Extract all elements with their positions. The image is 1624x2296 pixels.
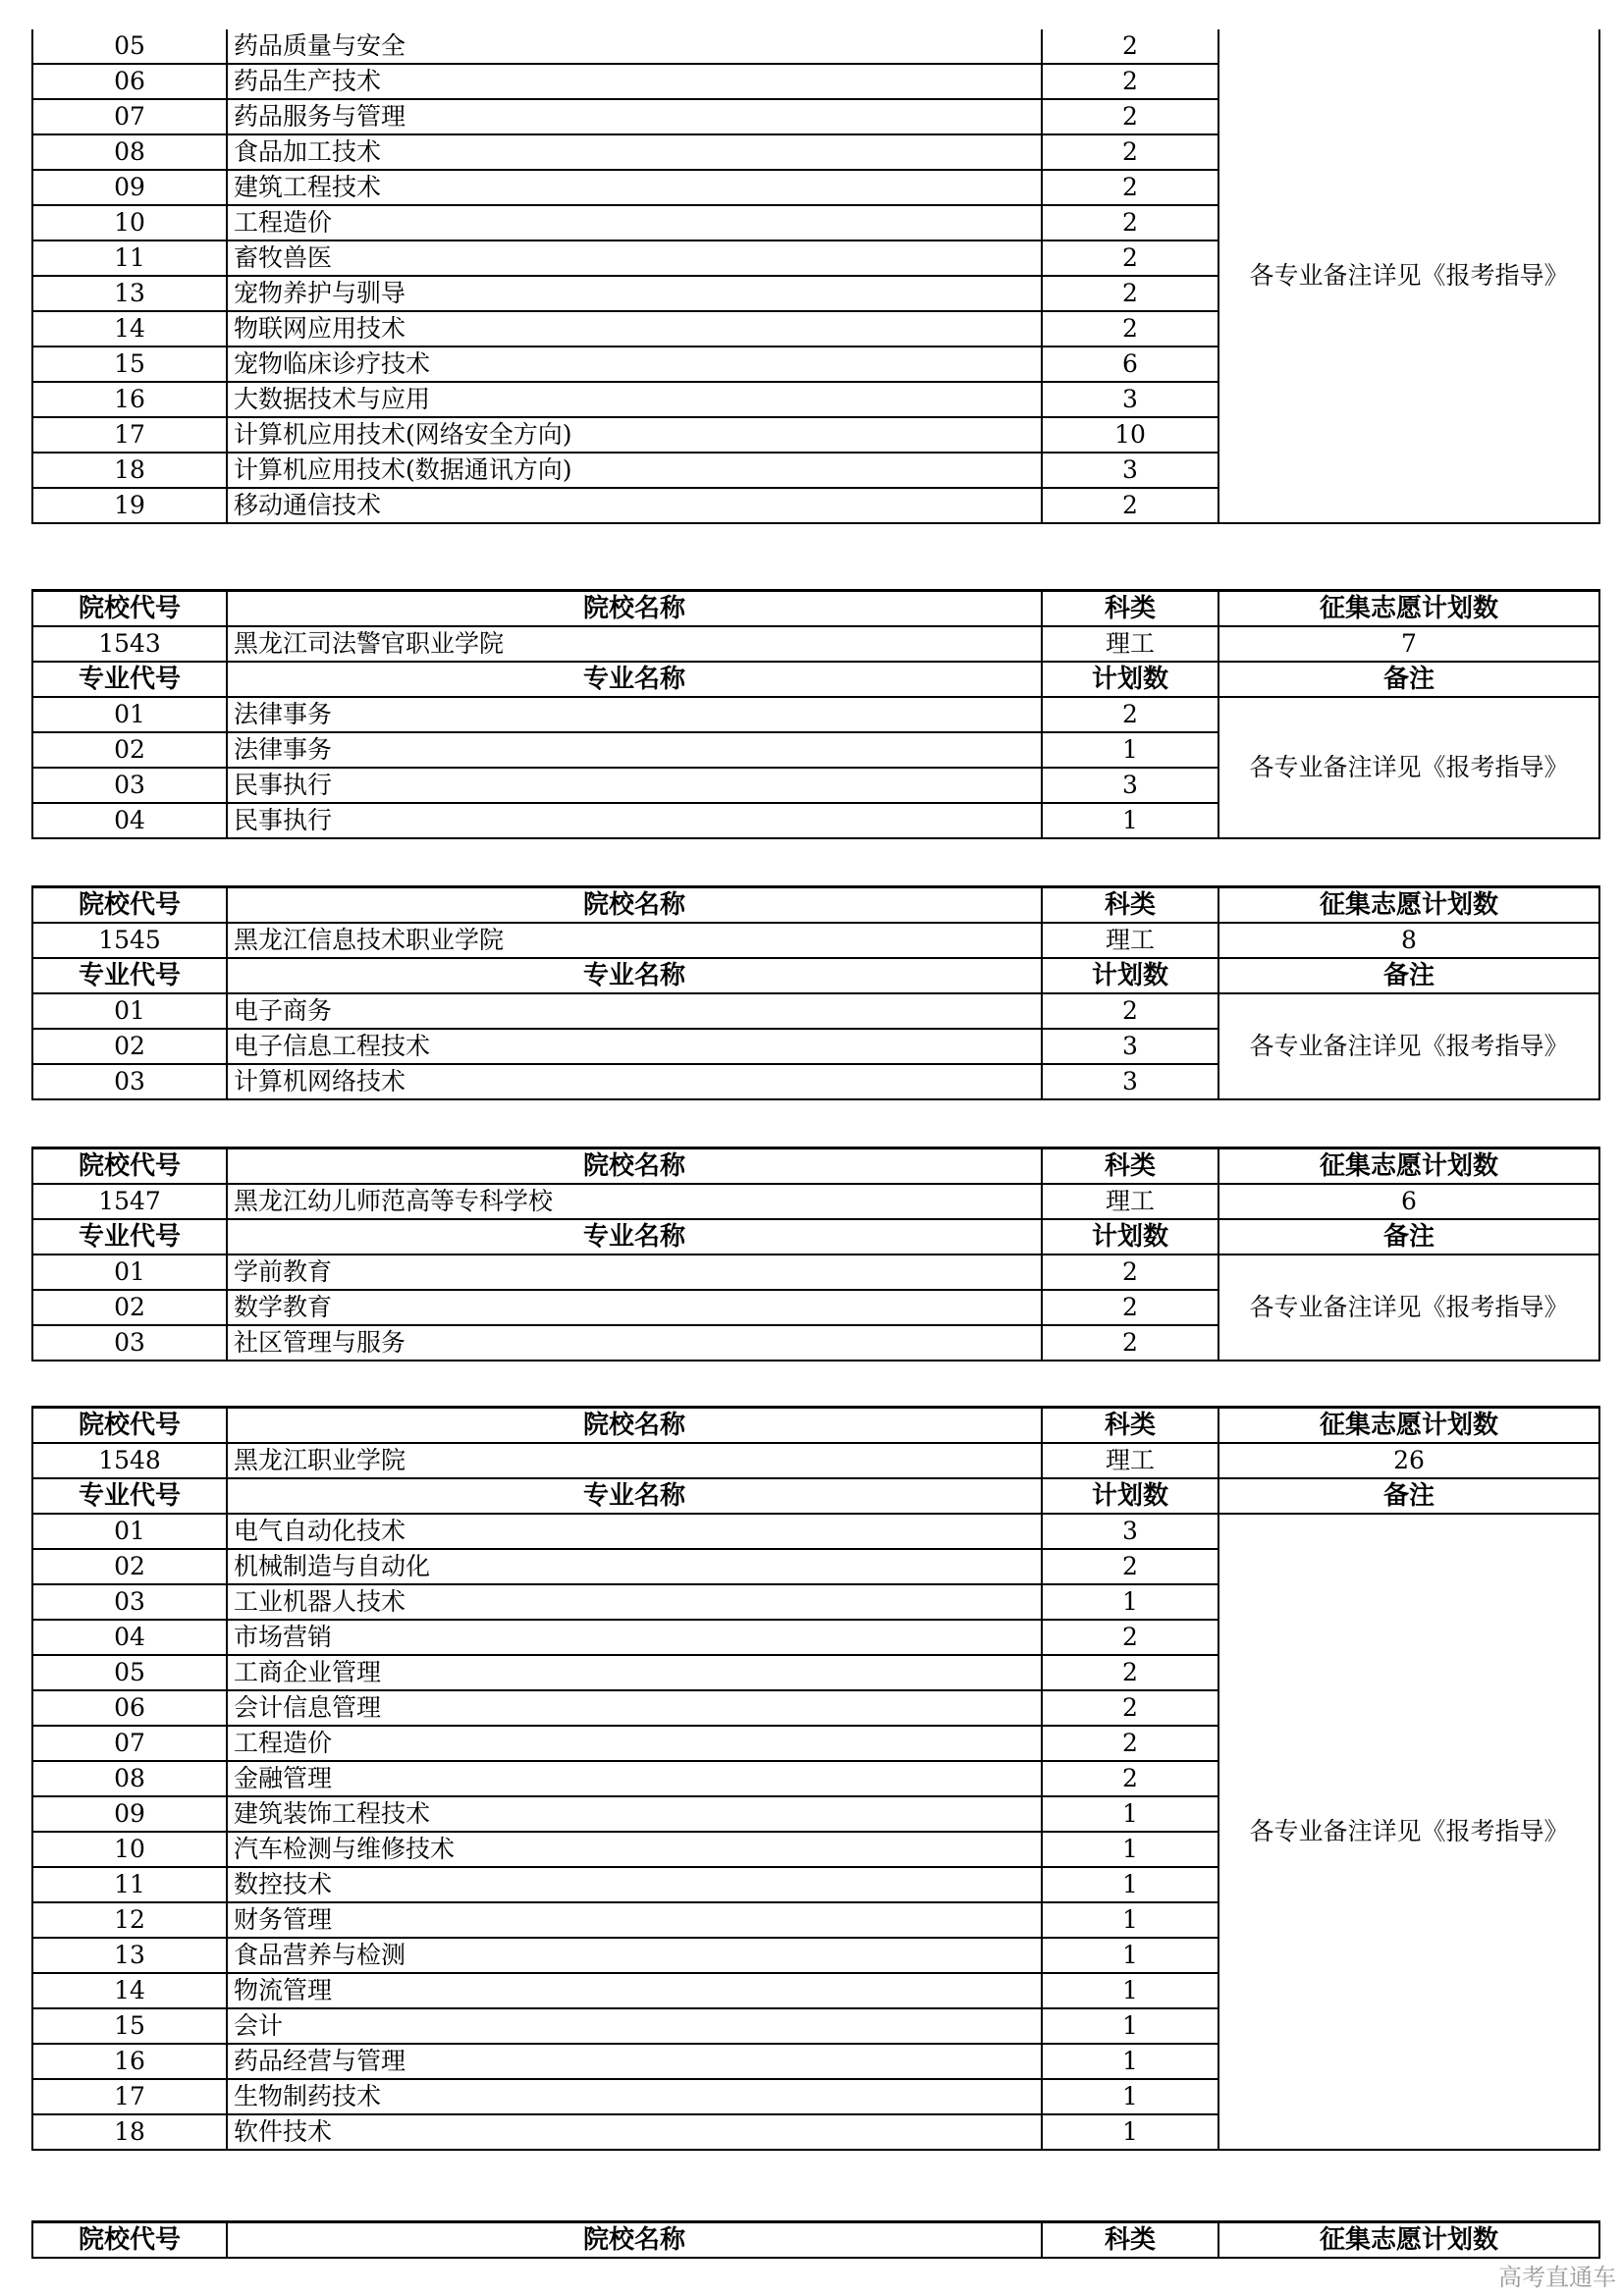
school-header-row — [32, 1408, 1599, 1444]
major-header-row — [32, 1478, 1599, 1514]
major-plan-count: 2 — [1042, 1325, 1218, 1361]
major-plan-count: 2 — [1042, 64, 1218, 99]
major-name: 数控技术 — [227, 1867, 1042, 1902]
major-name: 计算机应用技术(网络安全方向) — [227, 417, 1042, 453]
major-code: 11 — [32, 1867, 227, 1902]
school-header-row — [32, 887, 1599, 924]
school-table-1543 — [31, 589, 1600, 839]
major-row — [32, 993, 1599, 1029]
school-code: 1545 — [32, 923, 227, 958]
major-plan-count: 1 — [1042, 1832, 1218, 1867]
major-name: 金融管理 — [227, 1761, 1042, 1796]
school-info-row — [32, 626, 1599, 662]
major-plan-count: 2 — [1042, 993, 1218, 1029]
major-name: 宠物临床诊疗技术 — [227, 347, 1042, 382]
major-name: 计算机应用技术(数据通讯方向) — [227, 453, 1042, 488]
major-plan-count: 1 — [1042, 1796, 1218, 1832]
major-code: 07 — [32, 99, 227, 134]
major-plan-count: 2 — [1042, 1690, 1218, 1726]
school-category: 理工 — [1042, 626, 1218, 662]
school-info-row — [32, 923, 1599, 958]
major-code: 18 — [32, 453, 227, 488]
major-note: 各专业备注详见《报考指导》 — [1218, 1255, 1599, 1361]
major-code: 05 — [32, 29, 227, 64]
major-name: 工程造价 — [227, 205, 1042, 240]
plan-total-header: 征集志愿计划数 — [1218, 591, 1599, 627]
major-code-header: 专业代号 — [32, 958, 227, 993]
school-header-row — [32, 1148, 1599, 1185]
major-plan-count: 1 — [1042, 1973, 1218, 2008]
major-code: 16 — [32, 2044, 227, 2079]
major-note: 各专业备注详见《报考指导》 — [1218, 697, 1599, 838]
major-name: 工商企业管理 — [227, 1655, 1042, 1690]
school-code: 1548 — [32, 1443, 227, 1478]
school-info-row — [32, 1184, 1599, 1219]
major-code: 02 — [32, 1549, 227, 1584]
major-name: 工业机器人技术 — [227, 1584, 1042, 1620]
major-name: 电子信息工程技术 — [227, 1029, 1042, 1064]
major-note: 各专业备注详见《报考指导》 — [1218, 993, 1599, 1099]
major-name: 数学教育 — [227, 1290, 1042, 1325]
school-header-row — [32, 591, 1599, 627]
major-name: 电气自动化技术 — [227, 1514, 1042, 1549]
major-name: 软件技术 — [227, 2114, 1042, 2150]
school-name: 黑龙江司法警官职业学院 — [227, 626, 1042, 662]
major-code-header: 专业代号 — [32, 1478, 227, 1514]
major-code: 09 — [32, 1796, 227, 1832]
major-name: 食品营养与检测 — [227, 1938, 1042, 1973]
major-plan-count: 2 — [1042, 170, 1218, 205]
school-block-1548 — [31, 1406, 1598, 2151]
school-block-1543 — [31, 589, 1598, 839]
major-plan-count: 1 — [1042, 803, 1218, 838]
school-name-header: 院校名称 — [227, 1148, 1042, 1185]
category-header: 科类 — [1042, 1408, 1218, 1444]
major-name: 畜牧兽医 — [227, 240, 1042, 276]
major-name: 移动通信技术 — [227, 488, 1042, 523]
major-code: 06 — [32, 64, 227, 99]
major-plan-count: 2 — [1042, 697, 1218, 732]
major-plan-count: 3 — [1042, 1064, 1218, 1099]
major-code: 03 — [32, 1325, 227, 1361]
major-name: 物联网应用技术 — [227, 311, 1042, 347]
school-code-header: 院校代号 — [32, 1408, 227, 1444]
major-plan-count: 10 — [1042, 417, 1218, 453]
major-plan-count: 2 — [1042, 29, 1218, 64]
major-plan-count: 2 — [1042, 205, 1218, 240]
school-name-header: 院校名称 — [227, 887, 1042, 924]
plan-total-header: 征集志愿计划数 — [1218, 2222, 1599, 2259]
major-code: 17 — [32, 417, 227, 453]
major-name-header: 专业名称 — [227, 662, 1042, 697]
major-plan-count: 1 — [1042, 1867, 1218, 1902]
school-header-row — [32, 2222, 1599, 2259]
next-school-header-block — [31, 2220, 1598, 2259]
plan-count-header: 计划数 — [1042, 662, 1218, 697]
major-plan-count: 3 — [1042, 768, 1218, 803]
major-code: 01 — [32, 697, 227, 732]
major-header-row — [32, 1219, 1599, 1255]
major-plan-count: 3 — [1042, 382, 1218, 417]
school-code-header: 院校代号 — [32, 2222, 227, 2259]
major-code: 03 — [32, 768, 227, 803]
major-plan-count: 2 — [1042, 1620, 1218, 1655]
plan-count-header: 计划数 — [1042, 958, 1218, 993]
major-code: 07 — [32, 1726, 227, 1761]
note-header: 备注 — [1218, 662, 1599, 697]
major-plan-count: 2 — [1042, 1549, 1218, 1584]
major-name: 法律事务 — [227, 697, 1042, 732]
watermark: 高考直通车 — [1498, 2264, 1616, 2291]
note-header: 备注 — [1218, 1219, 1599, 1255]
major-name: 物流管理 — [227, 1973, 1042, 2008]
school-table-1545 — [31, 885, 1600, 1100]
major-name: 计算机网络技术 — [227, 1064, 1042, 1099]
major-code: 12 — [32, 1902, 227, 1938]
major-name-header: 专业名称 — [227, 958, 1042, 993]
major-header-row — [32, 958, 1599, 993]
major-name: 建筑工程技术 — [227, 170, 1042, 205]
school-block-1545 — [31, 885, 1598, 1100]
school-code-header: 院校代号 — [32, 887, 227, 924]
major-code: 15 — [32, 2008, 227, 2044]
major-plan-count: 2 — [1042, 1655, 1218, 1690]
school-code: 1547 — [32, 1184, 227, 1219]
major-code: 10 — [32, 1832, 227, 1867]
school-code-header: 院校代号 — [32, 1148, 227, 1185]
school-name: 黑龙江职业学院 — [227, 1443, 1042, 1478]
major-code: 16 — [32, 382, 227, 417]
school-plan-total: 6 — [1218, 1184, 1599, 1219]
major-plan-count: 2 — [1042, 1761, 1218, 1796]
note-header: 备注 — [1218, 958, 1599, 993]
major-code: 13 — [32, 276, 227, 311]
major-name: 药品经营与管理 — [227, 2044, 1042, 2079]
major-name: 民事执行 — [227, 803, 1042, 838]
major-code: 19 — [32, 488, 227, 523]
major-plan-count: 2 — [1042, 1290, 1218, 1325]
major-plan-count: 1 — [1042, 1902, 1218, 1938]
major-code: 15 — [32, 347, 227, 382]
major-code: 13 — [32, 1938, 227, 1973]
major-plan-count: 1 — [1042, 2079, 1218, 2114]
major-code: 02 — [32, 1290, 227, 1325]
major-header-row — [32, 662, 1599, 697]
category-header: 科类 — [1042, 887, 1218, 924]
major-plan-count: 2 — [1042, 99, 1218, 134]
school-category: 理工 — [1042, 1443, 1218, 1478]
major-name: 财务管理 — [227, 1902, 1042, 1938]
major-code: 02 — [32, 732, 227, 768]
major-name: 电子商务 — [227, 993, 1042, 1029]
school-plan-total: 7 — [1218, 626, 1599, 662]
school-category: 理工 — [1042, 1184, 1218, 1219]
major-plan-count: 3 — [1042, 1514, 1218, 1549]
major-code: 05 — [32, 1655, 227, 1690]
major-code: 14 — [32, 311, 227, 347]
major-code: 01 — [32, 1255, 227, 1290]
category-header: 科类 — [1042, 2222, 1218, 2259]
major-code: 06 — [32, 1690, 227, 1726]
plan-total-header: 征集志愿计划数 — [1218, 1408, 1599, 1444]
major-code-header: 专业代号 — [32, 1219, 227, 1255]
major-code: 08 — [32, 134, 227, 170]
school-name-header: 院校名称 — [227, 1408, 1042, 1444]
major-name: 汽车检测与维修技术 — [227, 1832, 1042, 1867]
school-name: 黑龙江信息技术职业学院 — [227, 923, 1042, 958]
major-name-header: 专业名称 — [227, 1478, 1042, 1514]
next-school-header-table — [31, 2220, 1600, 2259]
major-code: 03 — [32, 1064, 227, 1099]
major-plan-count: 2 — [1042, 134, 1218, 170]
major-name: 市场营销 — [227, 1620, 1042, 1655]
major-name: 宠物养护与驯导 — [227, 276, 1042, 311]
major-plan-count: 1 — [1042, 2008, 1218, 2044]
major-plan-count: 3 — [1042, 453, 1218, 488]
major-plan-count: 2 — [1042, 1255, 1218, 1290]
major-plan-count: 1 — [1042, 2044, 1218, 2079]
major-plan-count: 2 — [1042, 488, 1218, 523]
plan-total-header: 征集志愿计划数 — [1218, 1148, 1599, 1185]
major-name: 大数据技术与应用 — [227, 382, 1042, 417]
major-name: 法律事务 — [227, 732, 1042, 768]
major-name: 食品加工技术 — [227, 134, 1042, 170]
major-plan-count: 2 — [1042, 240, 1218, 276]
school-code-header: 院校代号 — [32, 591, 227, 627]
major-code: 01 — [32, 993, 227, 1029]
major-code: 03 — [32, 1584, 227, 1620]
school-block-1547 — [31, 1147, 1598, 1362]
category-header: 科类 — [1042, 591, 1218, 627]
note-header: 备注 — [1218, 1478, 1599, 1514]
school-info-row — [32, 1443, 1599, 1478]
major-name: 建筑装饰工程技术 — [227, 1796, 1042, 1832]
major-plan-count: 1 — [1042, 2114, 1218, 2150]
major-name: 民事执行 — [227, 768, 1042, 803]
major-code: 11 — [32, 240, 227, 276]
school-table-1547 — [31, 1147, 1600, 1362]
plan-count-header: 计划数 — [1042, 1219, 1218, 1255]
major-name: 药品服务与管理 — [227, 99, 1042, 134]
major-code: 04 — [32, 1620, 227, 1655]
continued-majors-table — [31, 29, 1600, 524]
major-row — [32, 29, 1599, 64]
major-plan-count: 1 — [1042, 1938, 1218, 1973]
major-name: 生物制药技术 — [227, 2079, 1042, 2114]
major-plan-count: 1 — [1042, 1584, 1218, 1620]
major-plan-count: 2 — [1042, 276, 1218, 311]
major-name: 会计 — [227, 2008, 1042, 2044]
major-code: 02 — [32, 1029, 227, 1064]
major-name: 社区管理与服务 — [227, 1325, 1042, 1361]
major-code: 08 — [32, 1761, 227, 1796]
major-note: 各专业备注详见《报考指导》 — [1218, 1514, 1599, 2150]
major-plan-count: 2 — [1042, 1726, 1218, 1761]
school-plan-total: 8 — [1218, 923, 1599, 958]
major-note: 各专业备注详见《报考指导》 — [1218, 29, 1599, 523]
major-plan-count: 6 — [1042, 347, 1218, 382]
major-name: 机械制造与自动化 — [227, 1549, 1042, 1584]
major-code: 10 — [32, 205, 227, 240]
major-name: 学前教育 — [227, 1255, 1042, 1290]
major-row — [32, 1514, 1599, 1549]
school-category: 理工 — [1042, 923, 1218, 958]
major-name-header: 专业名称 — [227, 1219, 1042, 1255]
school-code: 1543 — [32, 626, 227, 662]
school-name: 黑龙江幼儿师范高等专科学校 — [227, 1184, 1042, 1219]
school-plan-total: 26 — [1218, 1443, 1599, 1478]
major-plan-count: 3 — [1042, 1029, 1218, 1064]
major-code: 14 — [32, 1973, 227, 2008]
school-name-header: 院校名称 — [227, 591, 1042, 627]
major-code: 17 — [32, 2079, 227, 2114]
major-name: 药品质量与安全 — [227, 29, 1042, 64]
major-code: 09 — [32, 170, 227, 205]
major-row — [32, 697, 1599, 732]
major-code: 04 — [32, 803, 227, 838]
major-plan-count: 1 — [1042, 732, 1218, 768]
major-row — [32, 1255, 1599, 1290]
continued-majors-block — [31, 29, 1598, 524]
category-header: 科类 — [1042, 1148, 1218, 1185]
major-name: 工程造价 — [227, 1726, 1042, 1761]
plan-count-header: 计划数 — [1042, 1478, 1218, 1514]
major-name: 会计信息管理 — [227, 1690, 1042, 1726]
major-name: 药品生产技术 — [227, 64, 1042, 99]
plan-total-header: 征集志愿计划数 — [1218, 887, 1599, 924]
major-code: 18 — [32, 2114, 227, 2150]
major-code: 01 — [32, 1514, 227, 1549]
major-plan-count: 2 — [1042, 311, 1218, 347]
school-name-header: 院校名称 — [227, 2222, 1042, 2259]
school-table-1548 — [31, 1406, 1600, 2151]
major-code-header: 专业代号 — [32, 662, 227, 697]
